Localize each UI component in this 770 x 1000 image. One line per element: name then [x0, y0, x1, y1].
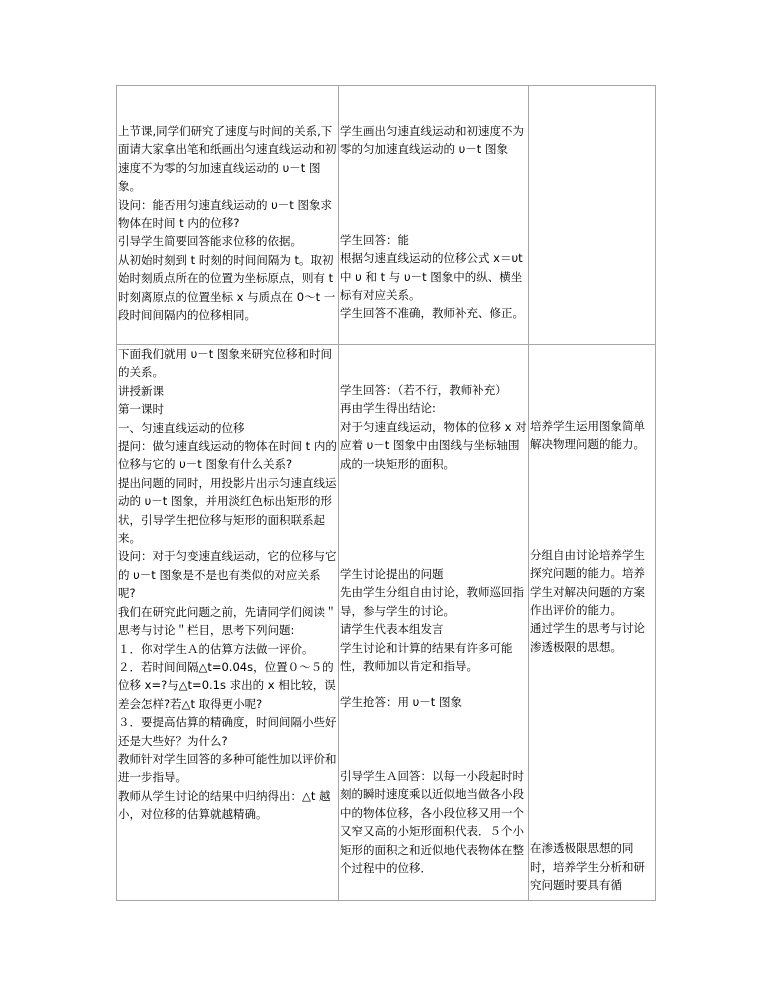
section-heading: 第一课时 — [118, 402, 164, 417]
paragraph: 教师针对学生回答的多种可能性加以评价和进一步指导。 — [118, 751, 337, 785]
paragraph: 学生抢答：用 υ－t 图象 — [340, 695, 462, 710]
paragraph: 培养学生运用图象简单解决物理问题的能力。 — [530, 419, 645, 452]
paragraph: 先由学生分组自由讨论，教师巡回指导，参与学生的讨论。 — [340, 585, 524, 618]
paragraph: 再由学生得出结论: — [340, 401, 436, 416]
design-intent-cell — [529, 345, 656, 901]
section-heading: 一、匀速直线运动的位移 — [118, 420, 245, 435]
paragraph: ３．要提高估算的精确度，时间间隔小些好还是大些好？为什么? — [118, 715, 337, 748]
paragraph: 提出问题的同时，用投影片出示匀速直线运动的 υ－t 图象，并用淡红色标出矩形的形状，引导学生把位移与矩形的面积联系起来。 — [118, 475, 337, 546]
design-intent-cell — [529, 86, 656, 345]
paragraph: 引导学生Ａ回答：以每一小段起时时刻的瞬时速度乘以近似地当做各小段中的物体位移，各小段位移又用一个又窄又高的小矩形面积代表．５个小矩形的面积之和近似地代表物体在整个过程中的位移． — [340, 768, 524, 875]
paragraph: 学生回答：能 — [340, 232, 409, 247]
paragraph: 教师从学生讨论的结果中归纳得出：△t 越小，对位移的估算就越精确。 — [118, 788, 331, 822]
paragraph: 设问：能否用匀速直线运动的 υ－t 图象求物体在时间 t 内的位移? — [118, 197, 332, 231]
student-activity-cell — [339, 345, 529, 901]
paragraph: 学生画出匀速直线运动和初速度不为零的匀加速直线运动的 υ－t 图象 — [340, 124, 524, 157]
table-row — [117, 86, 656, 345]
student-activity-cell — [339, 86, 529, 345]
paragraph: ２．若时间间隔△t=0.04s，位置０～５的位移 x=?与△t=0.1s 求出的 x 相比较，误差会怎样?若△t 取得更小呢? — [118, 659, 336, 711]
paragraph: 提问：做匀速直线运动的物体在时间 t 内的位移与它的 υ－t 图象有什么关系? — [118, 439, 337, 472]
paragraph: 请学生代表本组发言 — [340, 622, 444, 637]
paragraph: 分组自由讨论培养学生探究问题的能力。培养学生对解决问题的方案作出评价的能力。 — [530, 547, 645, 618]
paragraph: 对于匀速直线运动，物体的位移 x 对应着 υ－t 图象中由图线与坐标轴围成的一块矩形的面积。 — [340, 419, 527, 471]
paragraph: 通过学生的思考与讨论渗透极限的思想。 — [530, 621, 645, 654]
lesson-plan-table — [116, 85, 656, 901]
teacher-activity-cell — [117, 345, 339, 901]
paragraph: 学生回答：（若不行，教师补充） — [340, 383, 507, 397]
paragraph: 学生回答不准确，教师补充、修正。 — [340, 306, 524, 321]
paragraph: 学生讨论提出的问题 — [340, 567, 444, 582]
paragraph: 学生讨论和计算的结果有许多可能性，教师加以肯定和指导。 — [340, 640, 513, 674]
section-heading: 讲授新课 — [118, 383, 164, 398]
paragraph: 下面我们就用 υ－t 图象来研究位移和时间的关系。 — [118, 347, 332, 380]
paragraph: 在渗透极限思想的同时，培养学生分析和研究问题时要具有循 — [530, 841, 645, 893]
paragraph: 设问：对于匀变速直线运动，它的位移与它的 υ－t 图象是不是也有类似的对应关系呢? — [118, 549, 337, 601]
paragraph: 引导学生简要回答能求位移的依据。 — [118, 234, 302, 249]
paragraph: １．你对学生Ａ的估算方法做一评价。 — [118, 641, 314, 656]
table-row — [117, 345, 656, 901]
teacher-activity-cell — [117, 86, 339, 345]
paragraph: 我们在研究此问题之前，先请同学们阅读＂思考与讨论＂栏目，思考下列问题: — [118, 604, 337, 638]
paragraph: 上节课,同学们研究了速度与时间的关系,下面请大家拿出笔和纸画出匀速直线运动和初速度不为零的匀加速直线运动的 υ－t 图象。 — [118, 124, 337, 194]
paragraph: 从初始时刻到 t 时刻的时间间隔为 t。取初始时刻质点所在的位置为坐标原点，则有 t 时刻离原点的位置坐标 x 与质点在 0～t 一段时间间隔内的位移相同。 — [118, 252, 336, 323]
paragraph: 根据匀速直线运动的位移公式 x＝υt 中 υ 和 t 与 υ－t 图象中的纵、横坐标有对应关系。 — [340, 251, 523, 303]
